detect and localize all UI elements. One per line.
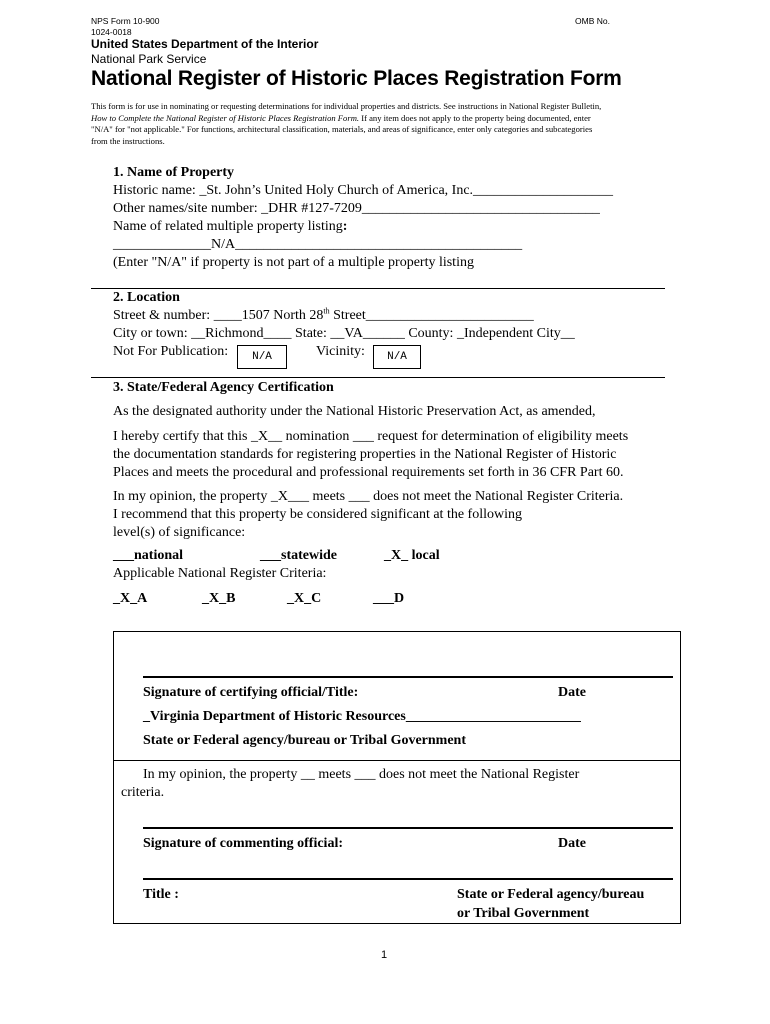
instructions-line-3: "N/A" for "not applicable." For functions, architectural classification, materials, and areas of significance, enter only categories and subcategories [91, 124, 593, 134]
omb-label: OMB No. [575, 16, 610, 26]
related-listing-value[interactable]: ______________N/A_________________________________________ [113, 237, 523, 252]
opinion-line-3: level(s) of significance: [113, 525, 246, 540]
vicinity-box[interactable]: N/A [373, 345, 421, 369]
related-listing-colon: : [342, 219, 348, 234]
signature-frame-divider [113, 760, 680, 761]
county-label: County: [404, 326, 457, 341]
street-value[interactable] [214, 308, 534, 323]
certifying-agency-name[interactable]: _Virginia Department of Historic Resources_________________________ [143, 709, 581, 724]
street-value-number: ____1507 North 28 [213, 308, 324, 323]
section-2-heading: 2. Location [113, 290, 180, 305]
instructions-line-2-rest: If any item does not apply to the property being documented, enter [359, 112, 591, 123]
certifying-agency-label: State or Federal agency/bureau or Tribal Government [143, 733, 467, 748]
opinion-line-2: I recommend that this property be considered significant at the following [113, 507, 522, 522]
section-divider-2 [91, 377, 665, 378]
city-label: City or town: [113, 326, 192, 341]
state-value[interactable]: __VA______ [330, 326, 405, 341]
commenting-agency-label-line-1: State or Federal agency/bureau [457, 887, 645, 902]
omb-number: 1024-0018 [91, 27, 132, 37]
multiple-listing-note: (Enter "N/A" if property is not part of a multiple property listing [113, 255, 474, 270]
form-number: NPS Form 10-900 [91, 16, 160, 26]
not-for-publication-label: Not For Publication: [113, 344, 229, 359]
certify-line-1: I hereby certify that this _X__ nomination ___ request for determination of eligibility meets [113, 429, 629, 444]
criteria-d[interactable]: ___D [373, 591, 405, 606]
page-number: 1 [381, 949, 388, 961]
level-statewide[interactable]: ___statewide [260, 548, 337, 563]
certify-line-3: Places and meets the procedural and professional requirements set forth in 36 CFR Part 60. [113, 465, 624, 480]
title-line[interactable] [143, 878, 673, 880]
service-name: National Park Service [91, 52, 207, 66]
street-value-ordinal: th [323, 306, 330, 316]
other-names-label: Other names/site number: [113, 201, 262, 216]
commenting-opinion-line-1: In my opinion, the property __ meets ___ does not meet the National Register [143, 767, 580, 782]
opinion-line-1: In my opinion, the property _X___ meets ___ does not meet the National Register Criteria. [113, 489, 624, 504]
form-instructions [91, 101, 687, 147]
county-value[interactable]: _Independent City__ [456, 326, 575, 341]
authority-statement: As the designated authority under the National Historic Preservation Act, as amended, [113, 404, 596, 419]
section-1-heading: 1. Name of Property [113, 165, 235, 180]
certifying-official-label: Signature of certifying official/Title: [143, 685, 359, 700]
commenting-date-label: Date [558, 836, 586, 851]
opinion-paragraph [113, 488, 693, 542]
criteria-b[interactable]: _X_B [202, 591, 236, 606]
historic-name-label: Historic name: [113, 183, 200, 198]
section-3-heading: 3. State/Federal Agency Certification [113, 380, 334, 395]
street-value-name: Street________________________ [329, 308, 534, 323]
commenting-opinion-line-2: criteria. [121, 785, 165, 800]
historic-name-value[interactable]: _St. John’s United Holy Church of America, Inc.____________________ [199, 183, 614, 198]
certifying-signature-line[interactable] [143, 676, 673, 678]
street-row [113, 308, 534, 324]
form-title: National Register of Historic Places Registration Form [91, 67, 622, 90]
commenting-official-label: Signature of commenting official: [143, 836, 343, 851]
criteria-a[interactable]: _X_A [113, 591, 148, 606]
instructions-line-1: This form is for use in nominating or requesting determinations for individual properties and districts. See instructions in National Register Bulletin, [91, 101, 602, 111]
bulletin-title: How to Complete the National Register of Historic Places Registration Form. [91, 112, 360, 123]
certification-paragraph [113, 428, 693, 482]
criteria-c[interactable]: _X_C [287, 591, 322, 606]
not-for-publication-box[interactable]: N/A [237, 345, 287, 369]
instructions-line-4: from the instructions. [91, 135, 165, 146]
criteria-label: Applicable National Register Criteria: [113, 566, 327, 581]
level-national[interactable]: ___national [113, 548, 184, 563]
vicinity-label: Vicinity: [316, 344, 365, 359]
commenting-agency-label-line-2: or Tribal Government [457, 906, 590, 921]
related-listing-row [113, 219, 347, 235]
level-local[interactable]: _X_ local [384, 548, 440, 563]
state-label: State: [291, 326, 331, 341]
commenting-signature-line[interactable] [143, 827, 673, 829]
other-names-value[interactable]: _DHR #127-7209__________________________________ [261, 201, 600, 216]
instructions-line-2 [91, 113, 687, 125]
certifying-date-label: Date [558, 685, 586, 700]
city-value[interactable]: __Richmond____ [191, 326, 292, 341]
other-names-row [113, 201, 600, 217]
certify-line-2: the documentation standards for registering properties in the National Register of Historic [113, 447, 617, 462]
section-divider-1 [91, 288, 665, 289]
related-listing-label: Name of related multiple property listing [113, 219, 343, 234]
historic-name-row [113, 183, 613, 199]
department-name: United States Department of the Interior [91, 37, 319, 51]
city-state-county-row [113, 326, 575, 342]
street-label: Street & number: [113, 308, 214, 323]
title-label: Title : [143, 887, 179, 902]
